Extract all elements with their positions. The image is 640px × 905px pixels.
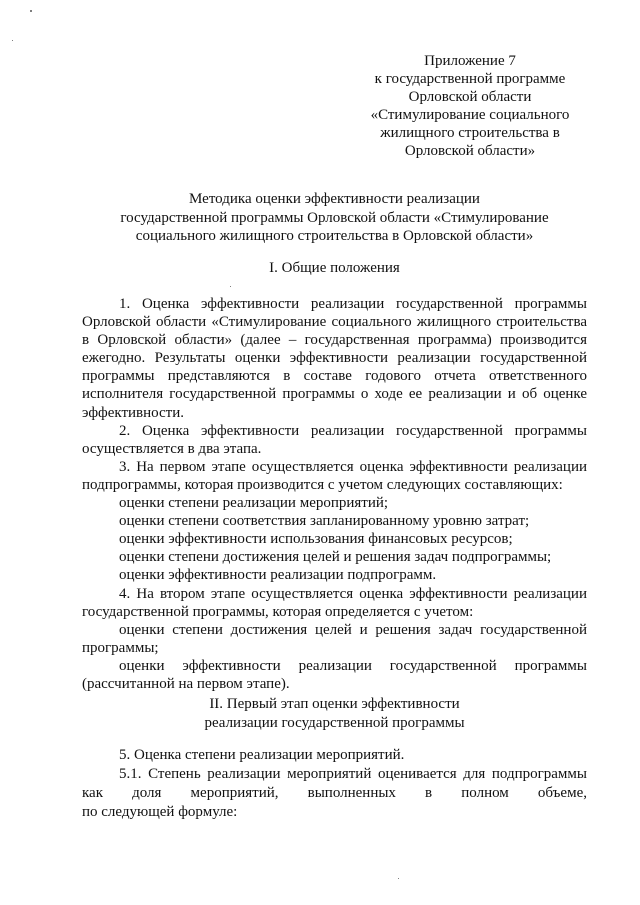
paragraph-line: 1. Оценка эффективности реализации государственной программы	[119, 296, 587, 312]
title-line: Методика оценки эффективности реализации	[189, 191, 480, 207]
paragraph-line: программы;	[82, 639, 159, 656]
list-item: оценки эффективности реализации государственной программы	[119, 657, 587, 674]
paragraph-line: Орловской области «Стимулирование социального жилищного строительства	[82, 314, 587, 331]
list-item: оценки степени достижения целей и решения задач государственной	[119, 621, 587, 638]
section-heading-line: II. Первый этап оценки эффективности	[209, 696, 460, 712]
list-item: оценки степени реализации мероприятий;	[119, 495, 389, 512]
appendix-line: Орловской области»	[404, 143, 536, 159]
appendix-line: к государственной программе	[374, 71, 566, 87]
appendix-line: Приложение 7	[424, 53, 516, 69]
list-item: оценки степени достижения целей и решения задач подпрограммы;	[119, 549, 552, 566]
paragraph-line: 5.1. Степень реализации мероприятий оценивается для подпрограммы	[119, 766, 587, 782]
paragraph-line: государственной программы, которая определяется с учетом:	[82, 603, 474, 620]
scan-speck	[230, 286, 231, 287]
appendix-line: «Стимулирование социального	[370, 107, 570, 123]
paragraph-line: исполнителя государственной программы о ходе ее реализации и об оценке	[82, 386, 587, 403]
section-heading-general	[82, 259, 587, 278]
document-title	[82, 190, 587, 246]
scan-speck	[12, 40, 13, 41]
scan-speck	[398, 878, 399, 879]
title-line: государственной программы Орловской области «Стимулирование	[120, 209, 549, 226]
section-first-stage-body	[82, 746, 587, 822]
paragraph-line: эффективности.	[82, 404, 185, 421]
section-heading-text: I. Общие положения	[269, 260, 400, 276]
section-heading-line: реализации государственной программы	[204, 714, 465, 731]
paragraph-line: 3. На первом этапе осуществляется оценка эффективности реализации	[119, 458, 587, 475]
paragraph-line: подпрограммы, которая производится с учетом следующих составляющих:	[82, 476, 563, 493]
section-general-body	[82, 295, 587, 693]
paragraph-line: программы представляются в составе годового отчета ответственного	[82, 368, 587, 385]
paragraph-line: как доля мероприятий, выполненных в полном объеме,	[82, 785, 587, 801]
appendix-header	[355, 52, 585, 160]
scan-speck	[30, 10, 32, 12]
paragraph-line: по следующей формуле:	[82, 804, 238, 820]
paragraph-line: 4. На втором этапе осуществляется оценка эффективности реализации	[119, 585, 587, 602]
paragraph-line: осуществляется в два этапа.	[82, 440, 262, 457]
title-line: социального жилищного строительства в Орловской области»	[135, 228, 534, 244]
appendix-line: Орловской области	[408, 89, 532, 105]
section-heading-first-stage	[82, 695, 587, 732]
paragraph-line: 5. Оценка степени реализации мероприятий.	[119, 747, 405, 763]
list-item: оценки эффективности использования финансовых ресурсов;	[119, 531, 513, 548]
paragraph-line: (рассчитанной на первом этапе).	[82, 675, 290, 692]
paragraph-line: ежегодно. Результаты оценки эффективности реализации государственной	[82, 350, 587, 367]
paragraph-line: в Орловской области» (далее – государственная программа) производится	[82, 332, 587, 349]
paragraph-line: 2. Оценка эффективности реализации государственной программы	[119, 422, 587, 439]
appendix-line: жилищного строительства в	[380, 125, 560, 141]
list-item: оценки степени соответствия запланированному уровню затрат;	[119, 513, 530, 530]
list-item: оценки эффективности реализации подпрограмм.	[119, 567, 437, 584]
